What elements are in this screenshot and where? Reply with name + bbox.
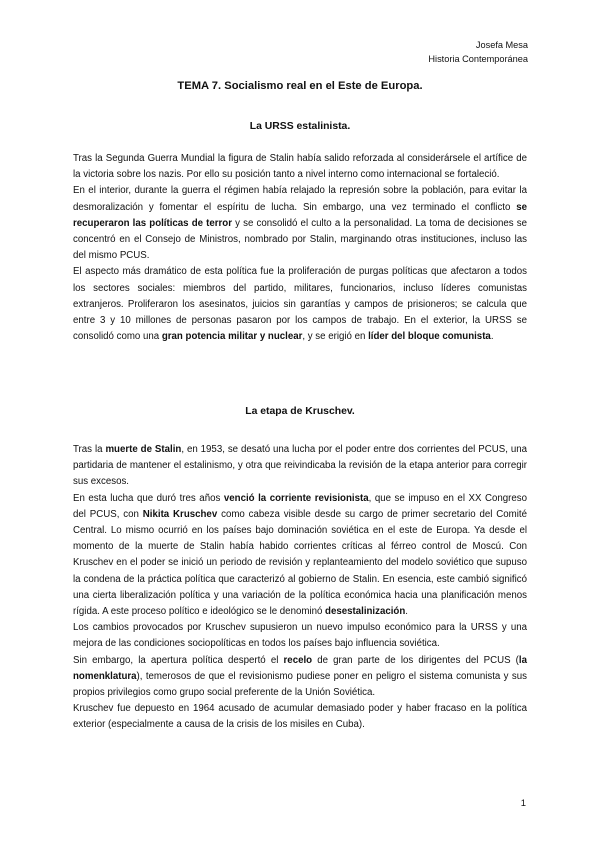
paragraph: Kruschev fue depuesto en 1964 acusado de acumular demasiado poder y haber fracaso en la política exterior (especialmente a causa de la crisis de los misiles en Cuba). bbox=[73, 703, 527, 731]
section-heading-kruschev: La etapa de Kruschev. bbox=[245, 406, 355, 417]
course-name: Historia Contemporánea bbox=[428, 54, 528, 64]
paragraph: Tras la muerte de Stalin, en 1953, se desató una lucha por el poder entre dos corrientes del PCUS, una partidaria de mantener el estalinismo, y otra que reivindicaba la revisión de la etapa anterior para corregir sus excesos. bbox=[73, 444, 527, 488]
paragraph: Sin embargo, la apertura política despertó el recelo de gran parte de los dirigentes del PCUS (la nomenklatura), temerosos de que el revisionismo pudiese poner en peligro el sistema comunista y sus propios privilegios como grupo social preferente de la Unión Soviética. bbox=[73, 654, 527, 699]
paragraph: Tras la Segunda Guerra Mundial la figura de Stalin había salido reforzada al considerársele el artífice de la victoria sobre los nazis. Por ello su posición tanto a nivel interno como internacional se fortaleció. bbox=[73, 153, 527, 181]
section-body-kruschev bbox=[73, 442, 527, 734]
paragraph: El aspecto más dramático de esta política fue la proliferación de purgas políticas que afectaron a todos los sectores sociales: miembros del partido, militares, funcionarios, incluso líderes comunistas extranjeros. Proliferaron los asesinatos, juicios sin garantías y campos de prisioneros; se calcula que entre 3 y 10 millones de personas pasaron por los campos de trabajo. En el exterior, la URSS se consolidó como una gran potencia militar y nuclear, y se erigió en líder del bloque comunista. bbox=[73, 266, 527, 343]
section-heading-urss: La URSS estalinista. bbox=[249, 121, 351, 132]
author-name: Josefa Mesa bbox=[475, 40, 528, 50]
paragraph: Los cambios provocados por Kruschev supusieron un nuevo impulso económico para la URSS y una mejora de las condiciones sociopolíticas en todos los países bajo influencia soviética. bbox=[73, 622, 527, 650]
page-number: 1 bbox=[520, 798, 526, 809]
paragraph: En esta lucha que duró tres años venció la corriente revisionista, que se impuso en el XX Congreso del PCUS, con Nikita Kruschev como cabeza visible desde su cargo de primer secretario del Comité Central. Lo mismo ocurrió en los países bajo dominación soviética en el este de Europa. Ya desde el momento de la muerte de Stalin había habido corrientes críticas al férreo control de Moscú. Con Kruschev en el poder se inició un periodo de revisión y replanteamiento del modelo soviético que supuso la condena de la práctica política que caracterizó al gobierno de Stalin. En esencia, este cambió significó una cierta liberalización política y una variación de la política económica hacia una planificación menos rígida. A este proceso político e ideológico se le denominó desestalinización. bbox=[73, 492, 527, 618]
section-body-urss bbox=[73, 151, 527, 345]
paragraph: En el interior, durante la guerra el régimen había relajado la represión sobre la población, para evitar la desmoralización y fomentar el espíritu de lucha. Sin embargo, una vez terminado el conflicto se recuperaron las políticas de terror y se consolidó el culto a la personalidad. La toma de decisiones se concentró en el Consejo de Ministros, nombrado por Stalin, marginando otras instituciones, incluso las del mismo PCUS. bbox=[73, 185, 527, 262]
page-header bbox=[428, 38, 528, 66]
document-title: TEMA 7. Socialismo real en el Este de Europa. bbox=[177, 80, 423, 92]
